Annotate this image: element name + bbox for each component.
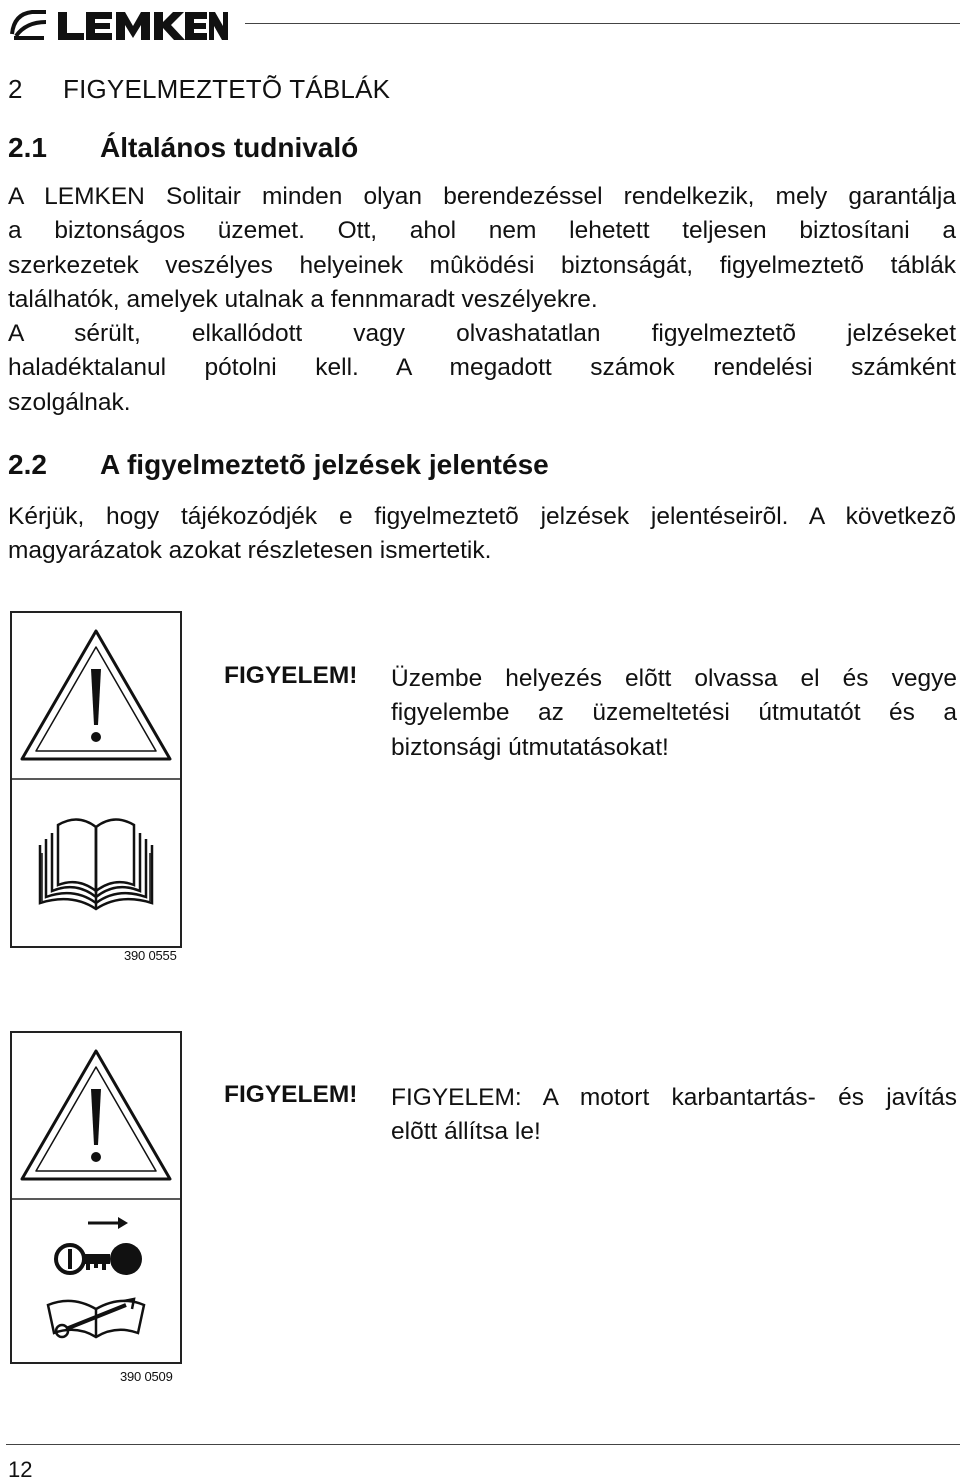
section-title: FIGYELMEZTETÕ TÁBLÁK [63,74,391,104]
subsection-title: Általános tudnivaló [100,132,359,163]
subsection-number: 2.2 [8,449,47,480]
text-line: A LEMKEN Solitair minden olyan berendezéssel rendelkezik, mely garantálja [8,183,956,210]
lemken-logo [6,4,228,44]
subsection-heading-meaning [8,449,549,481]
lemken-emblem-icon [12,12,46,38]
subsection-title: A figyelmeztetõ jelzések jelentése [100,449,549,480]
warning-triangle-icon [22,1051,170,1179]
sign-description [391,1081,957,1150]
paragraph-meaning-intro [8,500,956,569]
subsection-number: 2.1 [8,132,47,163]
text-line: FIGYELEM: A motort karbantartás- és javítás [391,1084,957,1111]
text-line: Üzembe helyezés elõtt olvassa el és vegye [391,665,957,692]
key-off-icon [56,1217,142,1275]
text-line: A sérült, elkallódott vagy olvashatatlan figyelmeztetõ jelzéseket [8,320,956,347]
page-number: 12 [8,1457,33,1482]
sign-order-number: 390 0509 [120,1369,173,1384]
text-line: biztonsági útmutatásokat! [391,733,669,761]
warning-sign-stop-engine [10,1031,182,1364]
sign-description [391,662,957,765]
sign-label: FIGYELEM! [224,1081,358,1108]
lemken-wordmark [58,12,228,40]
header-rule [245,23,960,24]
paragraph-general-info [8,180,956,318]
sign-order-number: 390 0555 [124,948,177,963]
text-line: szerkezetek veszélyes helyeinek mûködési biztonságát, figyelmeztetõ táblák [8,251,956,279]
open-book-icon [40,819,152,909]
text-line: a biztonságos üzemet. Ott, ahol nem lehetett teljesen biztosítani a [8,217,956,245]
paragraph-replace-signs [8,317,956,420]
text-line: figyelembe az üzemeltetési útmutatót és a [391,699,957,727]
section-heading [8,74,390,105]
text-line: találhatók, amelyek utalnak a fennmaradt veszélyekre. [8,286,598,314]
footer-rule [6,1444,960,1445]
warning-sign-read-manual [10,611,182,948]
text-line: szolgálnak. [8,388,131,416]
section-number: 2 [8,74,23,104]
text-line: elõtt állítsa le! [391,1118,541,1146]
sign-label: FIGYELEM! [224,662,358,689]
text-line: haladéktalanul pótolni kell. A megadott számok rendelési számként [8,354,956,382]
text-line: magyarázatok azokat részletesen ismertetik. [8,537,492,565]
wrench-book-icon [48,1299,144,1337]
text-line: Kérjük, hogy tájékozódjék e figyelmeztetõ jelzések jelentéseirõl. A következõ [8,503,956,530]
subsection-heading-general [8,132,358,164]
warning-triangle-icon [22,631,170,759]
